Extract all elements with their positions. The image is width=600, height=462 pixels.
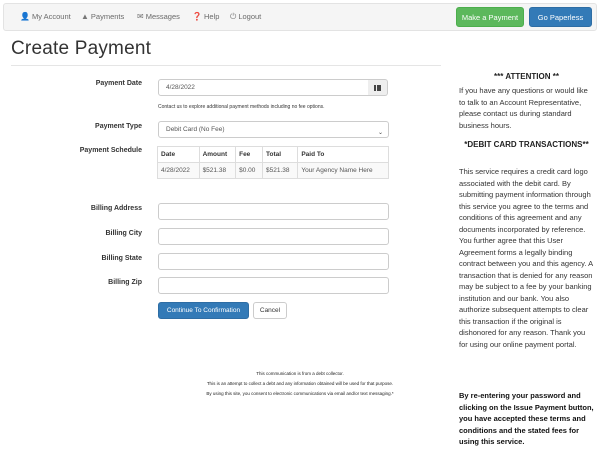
nav-logout[interactable] (230, 4, 261, 30)
calendar-button[interactable] (368, 79, 388, 96)
make-payment-button[interactable]: Make a Payment (456, 7, 524, 27)
nav-messages[interactable] (137, 4, 180, 30)
debt-collector-notice: This communication is from a debt collector. (256, 371, 344, 376)
attention-text: If you have any questions or would like to talk to an Account Representative, please contact us during standard business hours. (459, 86, 588, 130)
user-icon: 👤 (20, 12, 30, 21)
debit-card-heading: *DEBIT CARD TRANSACTIONS** (464, 140, 589, 149)
help-icon: ❓ (192, 12, 202, 21)
col-paid-to: Paid To (298, 147, 389, 163)
nav-my-account-label: My Account (31, 12, 71, 21)
go-paperless-button[interactable]: Go Paperless (529, 7, 592, 27)
payment-date-input[interactable]: 4/28/2022 (158, 79, 369, 96)
nav-messages-label: Messages (145, 12, 180, 21)
nav-payments-label: Payments (90, 12, 125, 21)
billing-address-label: Billing Address (90, 205, 142, 212)
cell-paid-to: Your Agency Name Here (298, 163, 389, 179)
payment-methods-hint: Contact us to explore additional payment methods including no fee options. (158, 104, 325, 110)
payment-schedule-table (157, 146, 389, 179)
nav-logout-label: Logout (238, 12, 262, 21)
cell-amount: $521.38 (199, 163, 236, 179)
envelope-icon: ✉ (137, 12, 144, 21)
col-amount: Amount (199, 147, 236, 163)
col-total: Total (263, 147, 298, 163)
cell-fee: $0.00 (236, 163, 263, 179)
table-header-row (158, 147, 389, 163)
payment-date-label: Payment Date (95, 80, 142, 87)
billing-state-label: Billing State (101, 255, 142, 262)
payments-icon: ▲ (81, 12, 89, 21)
billing-state-input[interactable] (158, 253, 389, 270)
payment-type-value: Debit Card (No Fee) (166, 126, 225, 133)
payment-type-select[interactable] (158, 121, 389, 138)
debit-card-terms: This service requires a credit card logo associated with the debit card. By submitting payment information through this service you agree to the terms and conditions of this agreement and any documents incorporated by reference. You further agree that this User Agreement forms a legally binding contract between you and this agency. A transaction that is denied for any reason may be subject to a fee by your banking institution and our bank. You also authorize subsequent attempts to clear this transaction if the original is dishonored for any reason. Thank you for using our online payment portal. (459, 167, 593, 349)
acceptance-statement: By re-entering your password and clicking on the Issue Payment button, you have accepted these terms and conditions and the stated fees for using this service. (459, 391, 594, 446)
attention-heading: *** ATTENTION ** (494, 72, 559, 81)
electronic-consent-notice: By using this site, you consent to electronic communications via email and/or text messaging.* (206, 391, 394, 396)
nav-payments[interactable] (81, 4, 124, 30)
title-divider (11, 65, 441, 66)
nav-help[interactable] (192, 4, 219, 30)
table-row (158, 163, 389, 179)
billing-zip-input[interactable] (158, 277, 389, 294)
billing-address-input[interactable] (158, 203, 389, 220)
top-navbar (3, 3, 597, 31)
chevron-down-icon: ⌄ (377, 130, 383, 136)
billing-city-input[interactable] (158, 228, 389, 245)
payment-schedule-label: Payment Schedule (79, 147, 142, 154)
payment-type-label: Payment Type (95, 123, 142, 130)
page-title: Create Payment (11, 38, 152, 59)
calendar-icon (374, 85, 381, 91)
continue-to-confirmation-button[interactable]: Continue To Confirmation (158, 302, 249, 319)
billing-city-label: Billing City (105, 230, 142, 237)
col-date: Date (158, 147, 200, 163)
cell-total: $521.38 (263, 163, 298, 179)
nav-help-label: Help (203, 12, 220, 21)
col-fee: Fee (236, 147, 263, 163)
logout-icon: ⏻ (230, 12, 237, 21)
cancel-button[interactable]: Cancel (253, 302, 287, 319)
billing-zip-label: Billing Zip (108, 279, 142, 286)
cell-date: 4/28/2022 (158, 163, 200, 179)
nav-my-account[interactable] (20, 4, 71, 30)
debt-collection-notice: This is an attempt to collect a debt and any information obtained will be used for that purpose. (206, 381, 394, 386)
